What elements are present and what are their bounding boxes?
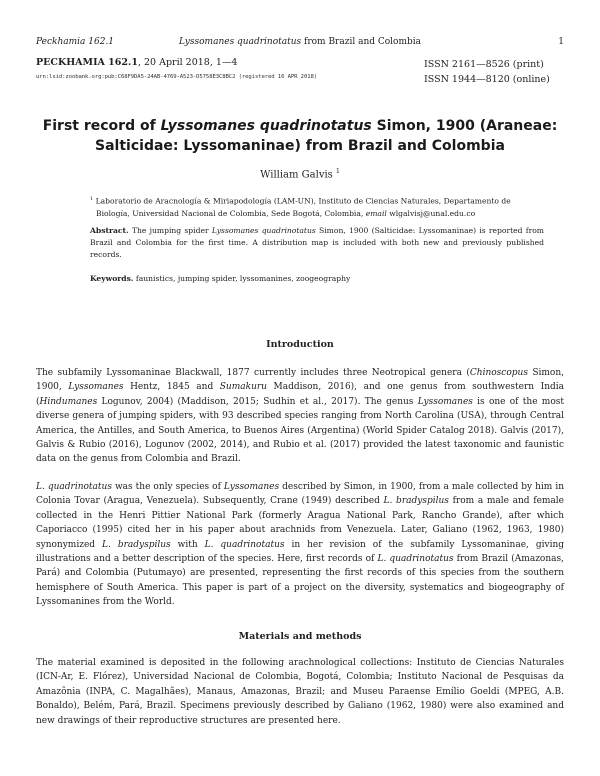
intro-paragraph-2 xyxy=(36,480,564,610)
text-run: was the only species of xyxy=(111,482,224,492)
issn-print: ISSN 2161—8526 (print) xyxy=(424,59,544,70)
keywords-label: Keywords. xyxy=(90,274,134,283)
keywords-text: faunistics, jumping spider, lyssomanines, zoogeography xyxy=(133,274,351,283)
page-number: 1 xyxy=(558,37,564,47)
citation xyxy=(36,57,237,68)
running-head-journal: Peckhamia 162.1 xyxy=(36,37,115,47)
affil-mark: 1 xyxy=(90,196,94,202)
text-run: from a male and female collected in the Henri Pittier National Park (formerly Aragua National Park, Rancho Grande), after which Caporiacco (1995) cited her in his paper about arachnids from Venezuela. Later, Galiano (1962, 1963, 1980) synonymized xyxy=(36,496,564,550)
citation-journal: PECKHAMIA 162.1 xyxy=(36,57,138,68)
abstract-text-a: The jumping spider xyxy=(128,226,212,235)
intro-paragraph-1 xyxy=(36,366,564,467)
affil-text: Laboratorio de Aracnología & Miriapodología (LAM-UN), Instituto de Ciencias Naturales, Departamento de Biología, Universidad Nacional de Colombia, Sede Bogotá, Colombia, xyxy=(93,196,511,218)
title-part1: First record of xyxy=(42,118,161,134)
genus-name: Lyssomanes xyxy=(223,482,280,492)
paper-title xyxy=(36,116,564,156)
text-run: in her revision of the subfamily Lyssomaninae, giving illustrations and a better description of the species. Here, first records of xyxy=(36,539,565,565)
text-run: described by Simon, in 1900, from a male collected by him in Colonia Tovar (Aragua, Venezuela). Subsequently, Crane (1949) described xyxy=(36,482,564,507)
text-run: The subfamily Lyssomaninae Blackwall, 1877 currently includes three Neotropical genera ( xyxy=(36,368,470,378)
running-head xyxy=(36,37,564,51)
species-name: L. quadrinotatus xyxy=(36,482,112,492)
genus-name: Sumakuru xyxy=(219,382,267,393)
issn-block xyxy=(424,57,564,87)
running-head-title-rest: from Brazil and Colombia xyxy=(301,37,422,47)
species-name: L. quadrinotatus xyxy=(204,539,285,550)
species-name: L. bradyspilus xyxy=(102,539,171,550)
introduction-heading: Introduction xyxy=(266,339,334,350)
text-run: from Brazil (Amazonas, Pará) and Colombia (Putumayo) are presented, representing the first records of this species from the southern hemisphere of South America. This paper is part of a project on the diversity, systematics and biogeography of Lyssomanines from the World. xyxy=(36,554,564,608)
species-name: L. bradyspilus xyxy=(383,496,449,507)
text-run: is one of the most diverse genera of jumping spiders, with 93 described species ranging from North Carolina (USA), through Central America, the Antilles, and South America, to Buenos Aires (Argentina) (World Spider Catalog 2018). Galvis (2017), Galvis & Rubio (2016), Logunov (2002, 2014), and Rubio et al. (2017) provided the latest taxonomic and faunistic data on the genus from Colombia and Brazil. xyxy=(36,396,564,465)
running-head-title xyxy=(36,37,564,47)
title-part2: Simon, 1900 (Araneae: Salticidae: Lyssomaninae) from Brazil and Colombia xyxy=(95,118,558,154)
running-head-species: Lyssomanes quadrinotatus xyxy=(178,37,302,47)
issn-online: ISSN 1944—8120 (online) xyxy=(424,74,550,85)
title-species: Lyssomanes quadrinotatus xyxy=(160,118,372,134)
genus-name: Chinoscopus xyxy=(469,368,528,378)
text-run: Hentz, 1845 and xyxy=(123,382,220,393)
materials-paragraph-1: The material examined is deposited in the following arachnological collections: Instituto de Ciencias Naturales (ICN-Ar, E. Flórez), Universidad Nacional de Colombia, Bogotá, Colombia; Instituto Nacional de Pesquisas da Amazônia (INPA, C. Magalhães), Manaus, Amazonas, Brazil; and Museu Paraense Emílio Goeldi (MPEG, A.B. Bonaldo), Belém, Pará, Brazil. Specimens previously described by Galiano (1962, 1980) were also examined and new drawings of their reproductive structures are presented here. xyxy=(36,658,564,726)
email-address[interactable]: wlgalvisj@unal.edu.co xyxy=(386,208,476,218)
abstract-species: Lyssomanes quadrinotatus xyxy=(211,226,316,235)
keywords xyxy=(90,273,544,285)
text-run: Simon, 1900, xyxy=(36,368,564,393)
abstract-label: Abstract. xyxy=(90,226,129,235)
abstract-text-b: Simon, 1900 (Salticidae: Lyssomaninae) is reported from Brazil and Colombia for the first time. A distribution map is included with both new and previously published records. xyxy=(90,226,544,259)
genus-name: Lyssomanes xyxy=(68,382,124,393)
species-name: L. quadrinotatus xyxy=(377,554,454,565)
text-run: Maddison, 2016), and one genus from southwestern India ( xyxy=(36,382,564,407)
author xyxy=(0,168,600,180)
genus-name: Lyssomanes xyxy=(417,396,473,407)
zoobank-urn[interactable]: urn:lsid:zoobank.org:pub:C68F9DA5-24AB-4769-A523-D5758E3C8BC2 (registered 16 APR 2018) xyxy=(36,74,318,80)
genus-name: Hindumanes xyxy=(39,396,98,407)
text-run: Logunov, 2004) (Maddison, 2015; Sudhin et al., 2017). The genus xyxy=(97,396,418,407)
affiliation xyxy=(90,193,544,220)
citation-date-pages: , 20 April 2018, 1—4 xyxy=(137,57,238,68)
publication-info xyxy=(36,57,564,91)
text-run: with xyxy=(170,539,205,550)
materials-heading: Materials and methods xyxy=(238,631,362,642)
abstract xyxy=(90,225,544,261)
author-affil-mark: 1 xyxy=(336,168,340,175)
author-name: William Galvis xyxy=(260,169,333,181)
email-label: email xyxy=(365,208,387,218)
